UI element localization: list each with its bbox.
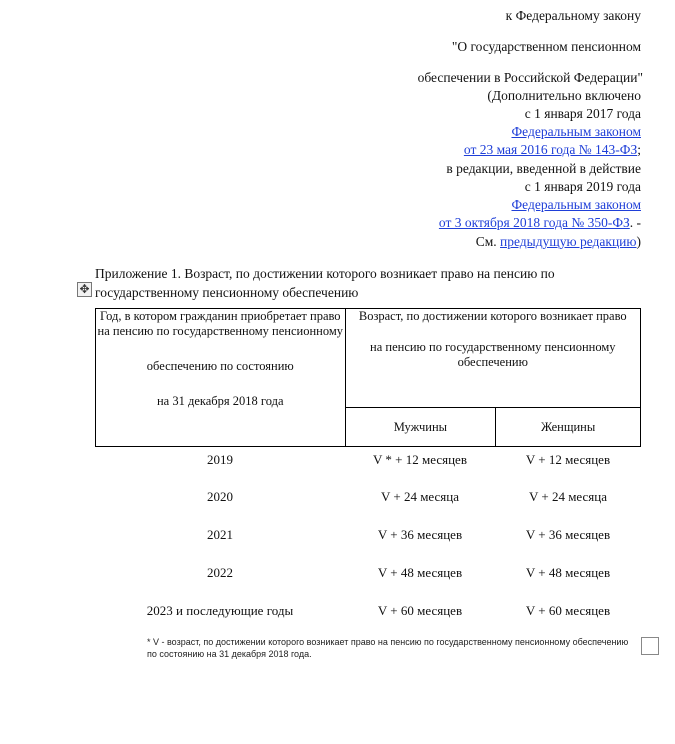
men-column-header: Мужчины — [345, 408, 496, 447]
table-row — [95, 565, 641, 585]
previous-edition-link[interactable]: предыдущую редакцию — [500, 234, 637, 249]
law-link-1[interactable]: Федеральным законом — [511, 124, 641, 139]
men-cell: V + 60 месяцев — [377, 603, 463, 618]
men-cell: V + 48 месяцев — [377, 565, 463, 580]
year-cell: 2022 — [207, 565, 233, 580]
table-row — [95, 452, 641, 472]
header-law-title-1: "О государственном пенсионном — [451, 39, 641, 54]
table-row — [95, 489, 641, 509]
year-cell: 2019 — [207, 452, 233, 467]
table-move-icon[interactable]: ✥ — [77, 282, 92, 297]
women-cell: V + 36 месяцев — [525, 527, 611, 542]
header-law-ref: к Федеральному закону — [505, 8, 641, 23]
header-see-row — [476, 234, 641, 250]
men-cell: V * + 12 месяцев — [373, 452, 467, 467]
see-suffix: ) — [636, 234, 641, 249]
checkbox[interactable] — [641, 637, 659, 655]
women-cell: V + 60 месяцев — [525, 603, 611, 618]
year-cell: 2020 — [207, 489, 233, 504]
age-column-header: Возраст, по достижении которого возникает право на пенсию по государственному пенсионному обеспечению — [345, 309, 640, 408]
header-link-row-4 — [439, 215, 641, 231]
law-link-3[interactable]: Федеральным законом — [511, 197, 641, 212]
header-note-4: с 1 января 2019 года — [524, 179, 641, 194]
link4-suffix: . - — [629, 215, 641, 230]
footnote: * V - возраст, по достижении которого возникает право на пенсию по государственному пенсионному обеспечению по состоянию на 31 декабря 2018 года. — [147, 637, 629, 659]
year-column-header: Год, в котором гражданин приобретает право на пенсию по государственному пенсионному обеспечению по состоянию на 31 декабря 2018 года — [96, 309, 346, 447]
women-cell: V + 48 месяцев — [525, 565, 611, 580]
men-cell: V + 36 месяцев — [377, 527, 463, 542]
women-column-header: Женщины — [496, 408, 641, 447]
women-cell: V + 12 месяцев — [525, 452, 611, 467]
appendix-title: Приложение 1. Возраст, по достижении которого возникает право на пенсию по государственному пенсионному обеспечению — [95, 266, 555, 300]
age-table-header — [95, 308, 641, 447]
men-cell: V + 24 месяца — [380, 489, 460, 504]
year-cell: 2023 и последующие годы — [146, 603, 294, 618]
year-cell: 2021 — [207, 527, 233, 542]
header-note-2: с 1 января 2017 года — [524, 106, 641, 121]
header-link-row-3 — [511, 197, 641, 213]
table-row — [95, 527, 641, 547]
header-note-3: в редакции, введенной в действие — [446, 161, 641, 176]
women-cell: V + 24 месяца — [528, 489, 608, 504]
law-link-4[interactable]: от 3 октября 2018 года № 350-ФЗ — [438, 215, 630, 230]
header-law-title-2: обеспечении в Российской Федерации" — [417, 70, 643, 85]
header-link-row-1 — [511, 124, 641, 140]
header-link-row-2 — [464, 142, 641, 158]
see-prefix: См. — [475, 234, 501, 249]
header-note-1: (Дополнительно включено — [487, 88, 641, 103]
law-link-2[interactable]: от 23 мая 2016 года № 143-ФЗ — [463, 142, 638, 157]
table-row — [95, 603, 641, 623]
link2-suffix: ; — [637, 142, 641, 157]
